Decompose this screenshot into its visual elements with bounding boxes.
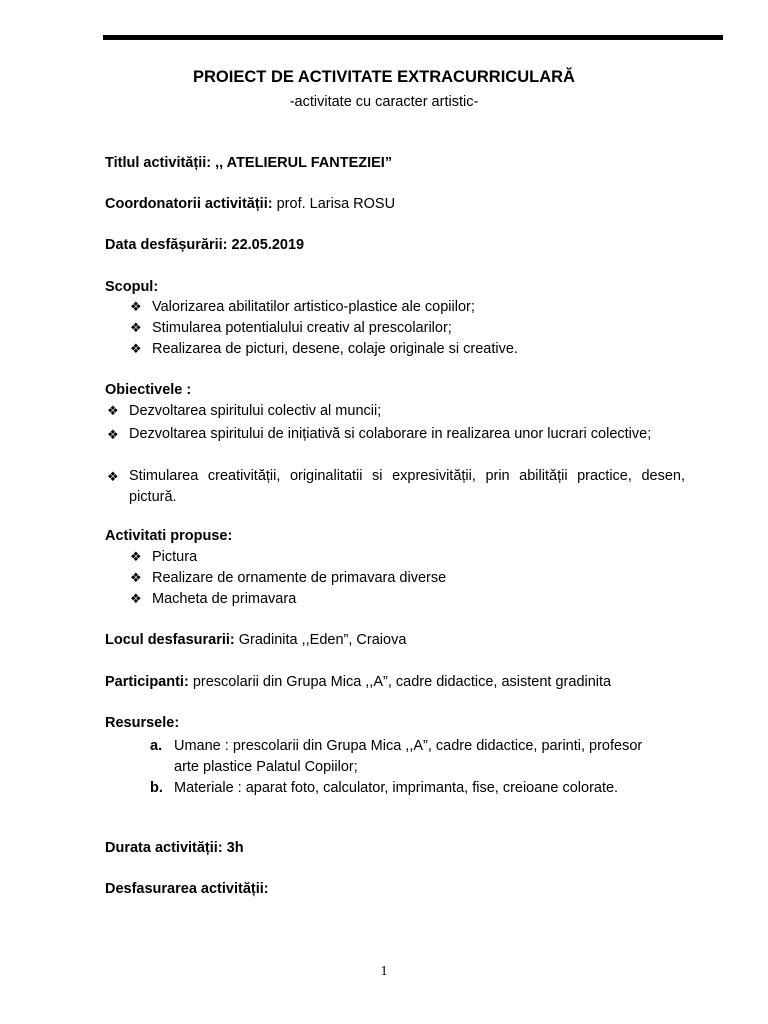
- field-locul: [105, 632, 406, 648]
- activitati-item-text: Realizare de ornamente de primavara diverse: [152, 570, 447, 586]
- list-marker: a.: [150, 738, 163, 754]
- resursele-item: [150, 778, 664, 799]
- participanti-value: prescolarii din Grupa Mica ,,A”, cadre didactice, asistent gradinita: [188, 674, 612, 690]
- coordonatori-label: Coordonatorii activității:: [105, 196, 273, 212]
- scopul-item-text: Stimularea potentialului creativ al prescolarilor;: [152, 320, 452, 336]
- bullet-icon: ❖: [107, 403, 119, 418]
- data-value: 22.05.2019: [227, 237, 305, 253]
- activitati-item: [130, 591, 297, 607]
- durata-label: Durata activității:: [105, 840, 223, 856]
- activitati-item: [130, 549, 198, 565]
- activitati-item: [130, 570, 447, 586]
- desfasurarea-label: Desfasurarea activității:: [105, 881, 269, 897]
- activitati-item-text: Pictura: [152, 549, 198, 565]
- obiectivele-item-text: Stimularea creativității, originalitatii si expresivității, prin abilitǎții practice, desen, pictură.: [129, 468, 685, 505]
- activitati-label: Activitati propuse:: [105, 528, 233, 544]
- data-label: Data desfășurării:: [105, 237, 228, 253]
- resursele-item-text: Umane : prescolarii din Grupa Mica ,,A”, cadre didactice, parinti, profesor arte plastice Palatul Copiilor;: [174, 738, 643, 775]
- scopul-item: [130, 341, 518, 357]
- obiectivele-label: Obiectivele :: [105, 382, 192, 398]
- list-marker: b.: [150, 780, 163, 796]
- resursele-item-text: Materiale : aparat foto, calculator, imprimanta, fise, creioane colorate.: [174, 780, 619, 796]
- field-data: [105, 237, 304, 253]
- bullet-icon: ❖: [130, 320, 142, 335]
- bullet-icon: ❖: [107, 469, 119, 484]
- participanti-label: Participanti:: [105, 674, 189, 690]
- obiectivele-item-text: Dezvoltarea spiritului de inițiativă si colaborare in realizarea unor lucrari colective;: [129, 426, 652, 442]
- titlu-value: ,, ATELIERUL FANTEZIEI”: [211, 155, 393, 171]
- obiectivele-item: [107, 424, 685, 445]
- bullet-icon: ❖: [130, 341, 142, 356]
- document-subtitle: -activitate cu caracter artistic-: [289, 94, 479, 110]
- obiectivele-item: [107, 466, 685, 508]
- scopul-item: [130, 299, 475, 315]
- resursele-label: Resursele:: [105, 715, 180, 731]
- bullet-icon: ❖: [130, 299, 142, 314]
- locul-label: Locul desfasurarii:: [105, 632, 235, 648]
- field-coordonatori: [105, 196, 395, 212]
- obiectivele-item: [107, 403, 382, 419]
- bullet-icon: ❖: [130, 570, 142, 585]
- field-durata: [105, 840, 244, 856]
- titlu-label: Titlul activității:: [105, 155, 212, 171]
- bullet-icon: ❖: [130, 591, 142, 606]
- resursele-item: [150, 736, 664, 778]
- bullet-icon: ❖: [130, 549, 142, 564]
- top-rule: [103, 35, 723, 40]
- field-titlu: [105, 155, 392, 171]
- coordonatori-value: prof. Larisa ROSU: [272, 196, 396, 212]
- scopul-label: Scopul:: [105, 279, 159, 295]
- field-participanti: [105, 674, 611, 690]
- scopul-item: [130, 320, 452, 336]
- scopul-item-text: Valorizarea abilitatilor artistico-plastice ale copiilor;: [152, 299, 475, 315]
- bullet-icon: ❖: [107, 427, 119, 442]
- obiectivele-item-text: Dezvoltarea spiritului colectiv al muncii;: [129, 403, 382, 419]
- scopul-item-text: Realizarea de picturi, desene, colaje originale si creative.: [152, 341, 518, 357]
- locul-value: Gradinita ,,Eden”, Craiova: [234, 632, 407, 648]
- document-title: PROIECT DE ACTIVITATE EXTRACURRICULARĂ: [193, 68, 575, 86]
- page-number: 1: [380, 964, 388, 979]
- activitati-item-text: Macheta de primavara: [152, 591, 297, 607]
- durata-value: 3h: [222, 840, 244, 856]
